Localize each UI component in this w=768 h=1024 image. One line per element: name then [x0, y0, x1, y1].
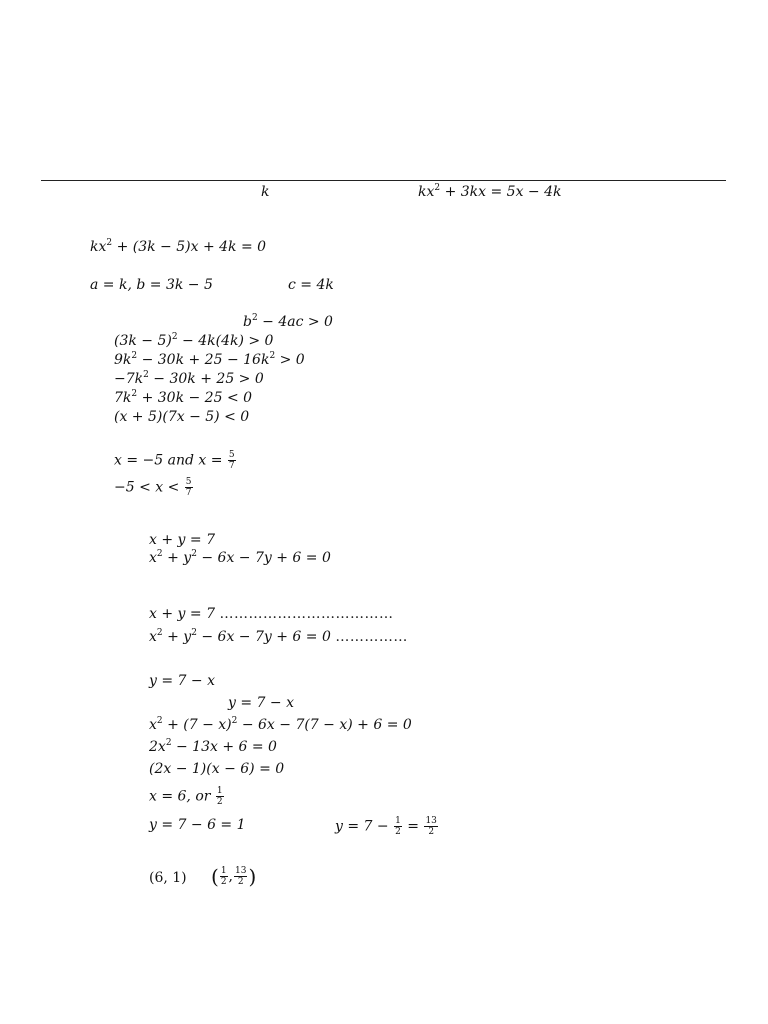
point-2: ( $\frac{1}{2}$ , $\frac{13}{2}$ ) — [211, 864, 257, 889]
system-eq-2: $x^2 + y^2 - 6x - 7y + 6 = 0$ — [149, 549, 331, 566]
horizontal-rule — [41, 180, 726, 181]
point-1: (6, 1) — [149, 870, 187, 886]
x-values: x = 6, or $\frac{1}{2}$ — [149, 786, 223, 807]
fraction: $\frac{1}{2}$ — [395, 816, 401, 837]
factored-quadratic: (2x − 1)(x − 6) = 0 — [149, 761, 285, 777]
fraction: $\frac{5}{7}$ — [228, 450, 235, 471]
y-substitution: y = 7 − x — [228, 695, 294, 711]
step-2: $9k^2 - 30k + 25 - 16k^2 > 0$ — [114, 351, 305, 368]
y-expression: y = 7 − x — [149, 673, 215, 689]
substituted-equation: $x^2 + (7 - x)^2 - 6x - 7(7 - x) + 6 = 0$ — [149, 716, 412, 733]
critical-values: x = −5 and x = $\frac{5}{7}$ — [114, 450, 235, 471]
step-5-factored: (x + 5)(7x − 5) < 0 — [114, 409, 250, 425]
discriminant-condition: $b^2 - 4ac > 0$ — [243, 313, 333, 330]
step-3: $-7k^2 - 30k + 25 > 0$ — [114, 370, 264, 387]
fraction: $\frac{13}{2}$ — [425, 816, 437, 837]
given-equation: $kx^2 + 3kx = 5x - 4k$ — [418, 183, 562, 200]
fraction: $\frac{5}{7}$ — [185, 477, 192, 498]
system-eq-1: x + y = 7 — [149, 532, 215, 548]
step-4: $7k^2 + 30k - 25 < 0$ — [114, 389, 253, 406]
fraction: $\frac{13}{2}$ — [235, 866, 247, 887]
solution-range: −5 < x < $\frac{5}{7}$ — [114, 477, 192, 498]
y-value-2: y = 7 − $\frac{1}{2}$ = $\frac{13}{2}$ — [335, 816, 437, 837]
step-1: $(3k - 5)^2 - 4k(4k) > 0$ — [114, 332, 274, 349]
y-value-1: y = 7 − 6 = 1 — [149, 817, 246, 833]
coefficient-c: c = 4k — [288, 277, 334, 293]
coefficients-ab: a = k, b = 3k − 5 — [90, 277, 213, 293]
variable-k: k — [261, 184, 270, 200]
quadratic: $2x^2 - 13x + 6 = 0$ — [149, 738, 277, 755]
fraction: $\frac{1}{2}$ — [216, 786, 223, 807]
labeled-eq-2: $x^2 + y^2 - 6x - 7y + 6 = 0$ …………… — [149, 628, 408, 645]
rearranged-equation: $kx^2 + (3k - 5)x + 4k = 0$ — [90, 238, 267, 255]
fraction: $\frac{1}{2}$ — [220, 866, 227, 887]
labeled-eq-1: x + y = 7 ……………………………… — [149, 606, 394, 622]
